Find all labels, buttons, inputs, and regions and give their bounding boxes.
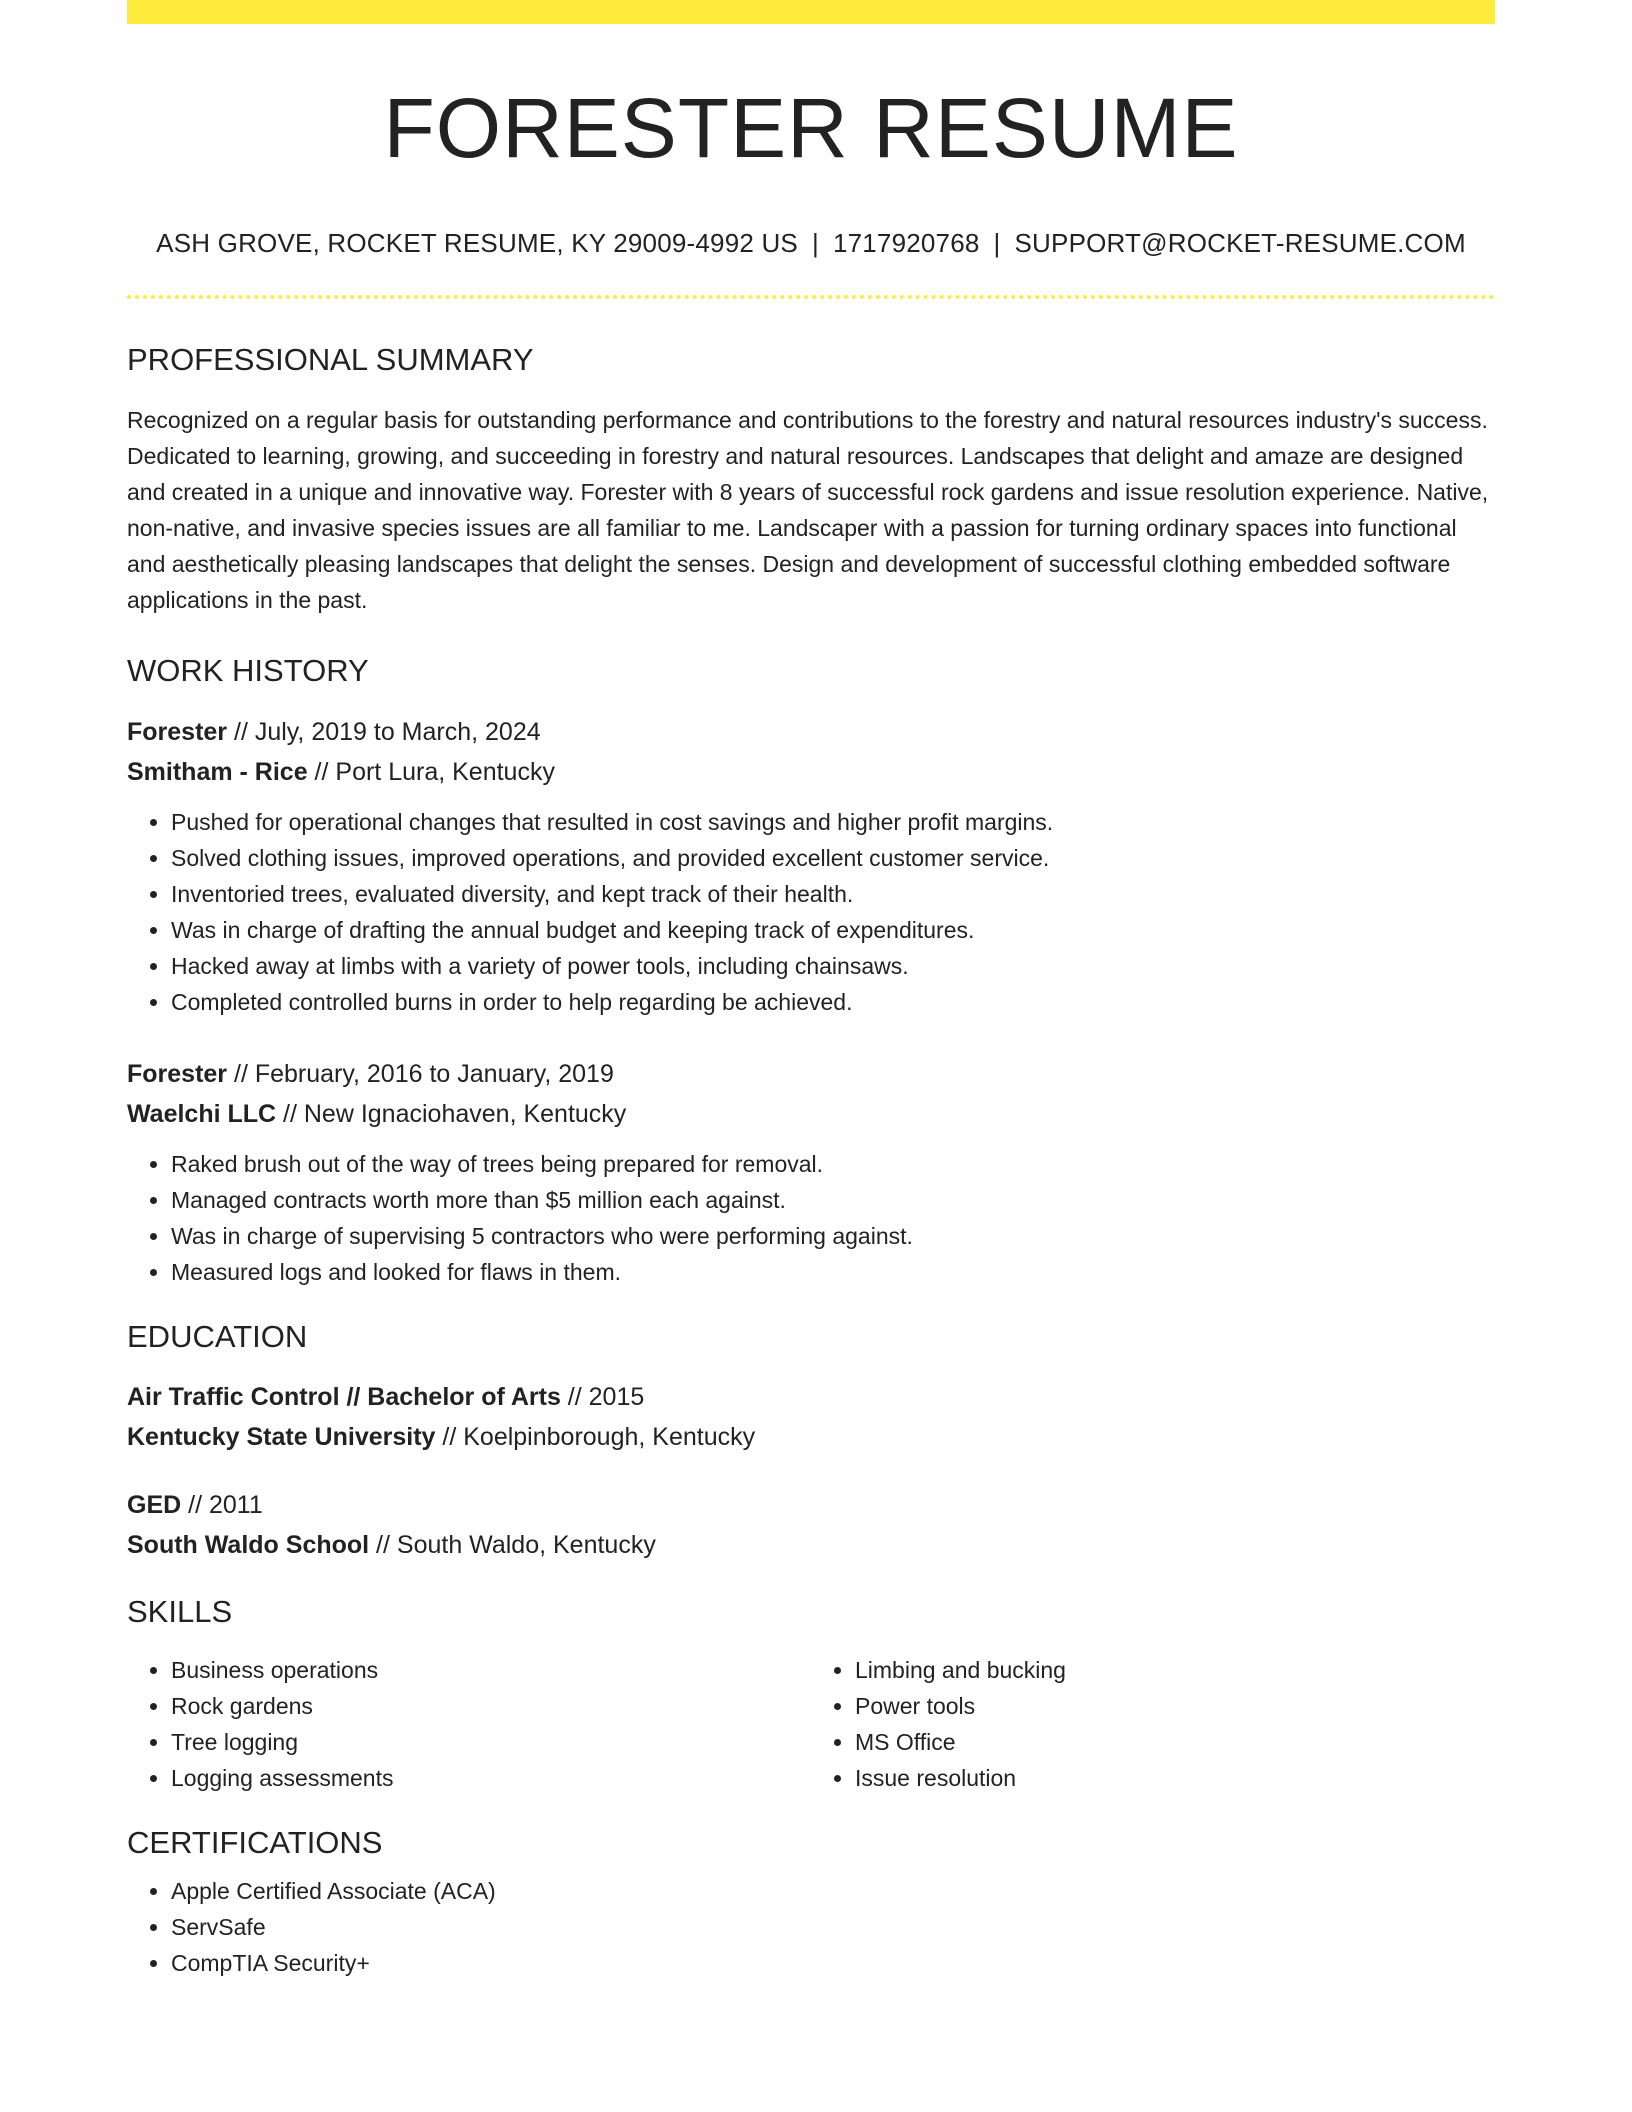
skills-columns [127, 1652, 1495, 1796]
dotted-divider [127, 295, 1495, 299]
skill-item: • Logging assessments [171, 1760, 811, 1796]
job-company: Waelchi LLC [127, 1099, 277, 1128]
work-history-heading: WORK HISTORY [127, 653, 369, 689]
summary-heading: PROFESSIONAL SUMMARY [127, 342, 534, 378]
education-school-line [127, 1525, 1495, 1565]
certification-item: • CompTIA Security+ [171, 1945, 1495, 1981]
education-degree-line [127, 1485, 1495, 1525]
contact-address: ASH GROVE, ROCKET RESUME, KY 29009-4992 US [156, 228, 798, 258]
education-school-line [127, 1417, 1495, 1457]
job-location: // Port Lura, Kentucky [307, 757, 555, 786]
job-bullet: • Inventoried trees, evaluated diversity, and kept track of their health. [171, 876, 1495, 912]
job-role-line [127, 712, 1495, 752]
education-year: // 2011 [181, 1490, 263, 1519]
contact-line [127, 228, 1495, 259]
job-role-line [127, 1054, 1495, 1094]
job-bullet: • Solved clothing issues, improved operations, and provided excellent customer service. [171, 840, 1495, 876]
certifications-list [127, 1873, 1495, 1981]
skills-right-list [811, 1652, 1495, 1796]
education-degree: Air Traffic Control // Bachelor of Arts [127, 1382, 561, 1411]
job-location: // New Ignaciohaven, Kentucky [276, 1099, 627, 1128]
contact-phone: 1717920768 [832, 228, 980, 258]
education-school: Kentucky State University [127, 1422, 436, 1451]
summary-text: Recognized on a regular basis for outstanding performance and contributions to the forestry and natural resources industry's success. Dedicated to learning, growing, and succeeding in forestry and natural resources. Landscapes that delight and amaze are designed and created in a unique and innovative way. Forester with 8 years of successful rock gardens and issue resolution experience. Native, non-native, and invasive species issues are all familiar to me. Landscaper with a passion for turning ordinary spaces into functional and aesthetically pleasing landscapes that delight the senses. Design and development of successful clothing embedded software applications in the past. [127, 407, 1489, 614]
job-entry [127, 712, 1495, 1020]
job-bullet: • Hacked away at limbs with a variety of power tools, including chainsaws. [171, 948, 1495, 984]
education-entry [127, 1485, 1495, 1565]
job-role: Forester [127, 717, 228, 746]
job-bullet: • Was in charge of supervising 5 contractors who were performing against. [171, 1218, 1495, 1254]
job-bullets [127, 1146, 1495, 1290]
skill-item: • Tree logging [171, 1724, 811, 1760]
job-bullet: • Pushed for operational changes that resulted in cost savings and higher profit margins. [171, 804, 1495, 840]
job-dates: // July, 2019 to March, 2024 [227, 717, 541, 746]
job-entry [127, 1054, 1495, 1290]
job-role: Forester [127, 1059, 228, 1088]
education-school: South Waldo School [127, 1530, 370, 1559]
job-bullets [127, 804, 1495, 1020]
job-dates: // February, 2016 to January, 2019 [227, 1059, 614, 1088]
job-bullet: • Raked brush out of the way of trees being prepared for removal. [171, 1146, 1495, 1182]
certification-item: • ServSafe [171, 1909, 1495, 1945]
job-company-line [127, 752, 1495, 792]
skills-heading: SKILLS [127, 1593, 233, 1629]
job-company-line [127, 1094, 1495, 1134]
contact-email: SUPPORT@ROCKET-RESUME.COM [1014, 228, 1466, 258]
education-entry [127, 1377, 1495, 1457]
skill-item: • Limbing and bucking [855, 1652, 1495, 1688]
contact-separator: | [811, 228, 819, 258]
education-heading: EDUCATION [127, 1318, 308, 1354]
skill-item: • Rock gardens [171, 1688, 811, 1724]
education-location: // Koelpinborough, Kentucky [435, 1422, 756, 1451]
contact-separator: | [993, 228, 1001, 258]
certifications-heading: CERTIFICATIONS [127, 1824, 383, 1860]
education-degree: GED [127, 1490, 182, 1519]
job-bullet: • Managed contracts worth more than $5 million each against. [171, 1182, 1495, 1218]
certification-item: • Apple Certified Associate (ACA) [171, 1873, 1495, 1909]
skill-item: • Power tools [855, 1688, 1495, 1724]
skill-item: • MS Office [855, 1724, 1495, 1760]
skills-left-list [127, 1652, 811, 1796]
skill-item: • Issue resolution [855, 1760, 1495, 1796]
education-year: // 2015 [560, 1382, 645, 1411]
top-accent-bar [127, 0, 1495, 24]
skill-item: • Business operations [171, 1652, 811, 1688]
education-degree-line [127, 1377, 1495, 1417]
education-location: // South Waldo, Kentucky [369, 1530, 656, 1559]
resume-page [127, 0, 1495, 1981]
job-bullet: • Measured logs and looked for flaws in them. [171, 1254, 1495, 1290]
job-bullet: • Completed controlled burns in order to help regarding be achieved. [171, 984, 1495, 1020]
job-company: Smitham - Rice [127, 757, 308, 786]
resume-title: FORESTER RESUME [383, 81, 1239, 175]
job-bullet: • Was in charge of drafting the annual budget and keeping track of expenditures. [171, 912, 1495, 948]
